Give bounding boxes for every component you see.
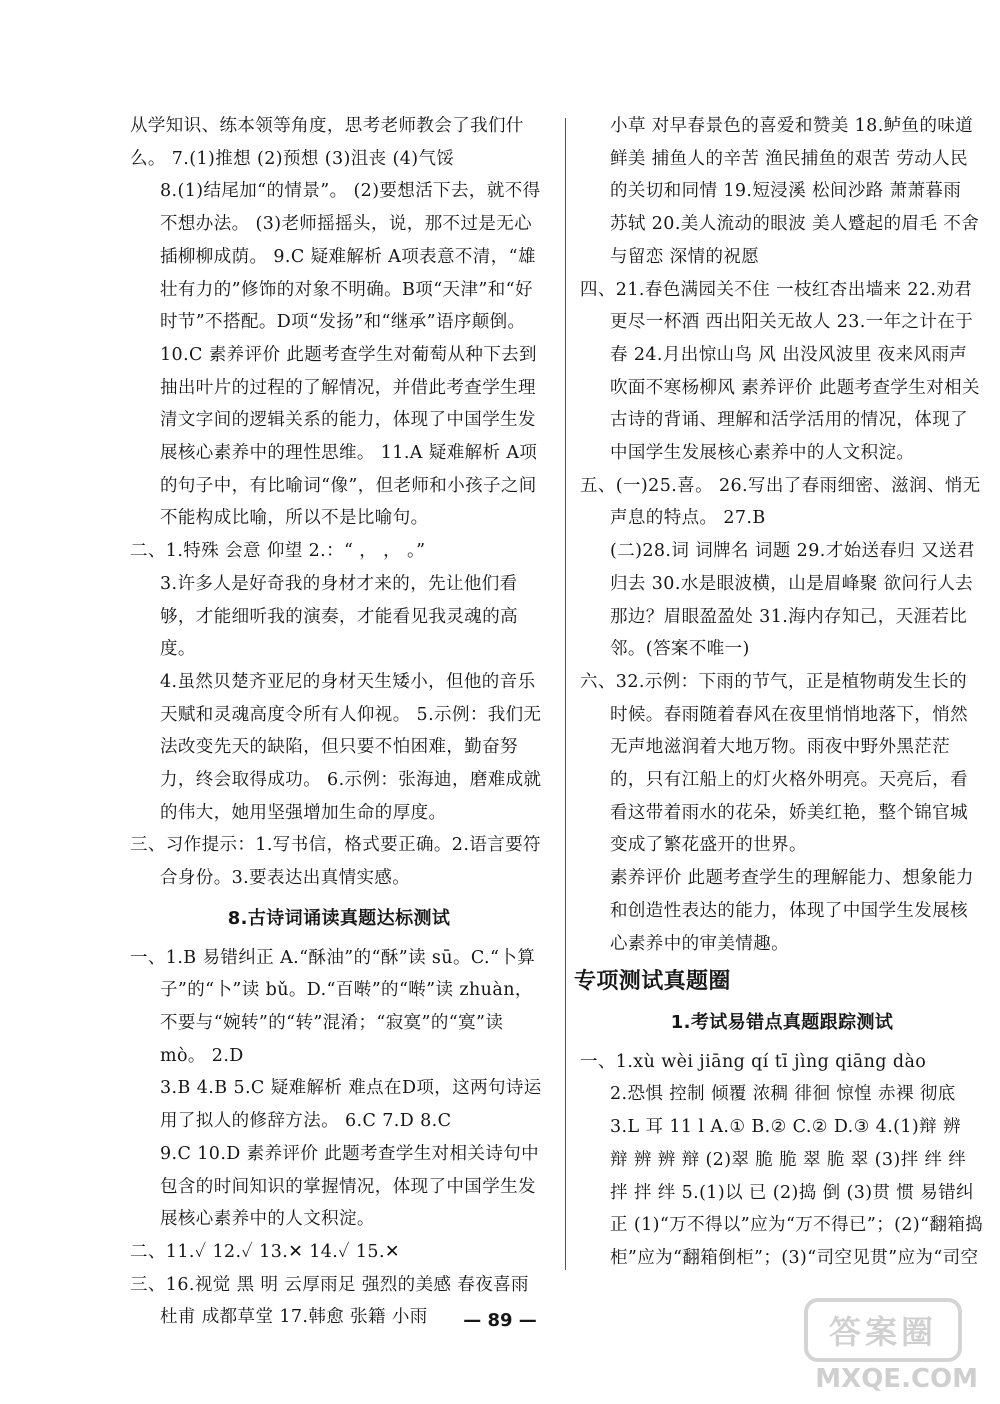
answer-paragraph: 五、(一)25.喜。 26.写出了春雨细密、滋润、悄无声息的特点。 27.B xyxy=(580,475,981,529)
watermark-logo xyxy=(792,1298,982,1394)
answer-paragraph: 二、1.特殊 会意 仰望 2.：“ ， ， 。” xyxy=(130,541,426,562)
watermark-logo-text: 答案圈 xyxy=(804,1298,962,1362)
answer-paragraph: 9.C 10.D 素养评价 此题考查学生对相关诗句中包含的时间知识的掌握情况，体现了中国学生发展核心素养中的人文积淀。 xyxy=(160,1143,540,1230)
answer-paragraph: 4.虽然贝楚齐亚尼的身材天生矮小，但他的音乐天赋和灵魂高度令所有人仰视。 5.示例：我们无法改变先天的缺陷，但只要不怕困难，勤奋努力，终会取得成功。 6.示例：张海迪，磨难成就的伟大，她用坚强增加生命的厚度。 xyxy=(160,671,542,823)
answer-paragraph: 一、1.B 易错纠正 A.“酥油”的“酥”读 sū。C.“卜算子”的“卜”读 bǔ。D.“百啭”的“啭”读 zhuàn，不要与“婉转”的“转”混淆；“寂寞”的“寞”读 mò。 2.D xyxy=(130,947,536,1066)
answer-paragraph: 素养评价 此题考查学生的理解能力、想象能力和创造性表达的能力，体现了中国学生发展核心素养中的审美情趣。 xyxy=(610,868,974,954)
answer-paragraph: 3.许多人是好奇我的身材才来的，先让他们看够，才能细听我的演奏，才能看见我灵魂的高度。 xyxy=(160,573,518,660)
answer-paragraph: 10.C 素养评价 此题考查学生对葡萄从种下去到抽出叶片的过程的了解情况，并借此考查学生理清文字间的逻辑关系的能力，体现了中国学生发展核心素养中的理性思维。 11.A 疑难解析 A项的句子中，有比喻词“像”，但老师和小孩子之间不能构成比喻，所以不是比喻句。 xyxy=(160,344,538,529)
answer-paragraph: 四、21.春色满园关不住 一枝红杏出墙来 22.劝君更尽一杯酒 西出阳关无故人 23.一年之计在于春 24.月出惊山鸟 风 出没风波里 夜来风雨声 吹面不寒杨柳风 素养评价 此题考查学生对相关古诗的背诵、理解和活学活用的情况，体现了中国学生发展核心素养中的人文积淀。 xyxy=(580,279,980,464)
answer-paragraph: 2.恐惧 控制 倾覆 浓稠 徘徊 惊惶 赤裸 彻底 3.L 耳 11 l A.① B.② C.② D.③ 4.(1)辩 辨 辩 辨 辨 辩 (2)翠 脆 脆 翠 脆 翠 (3)拌 绊 绊 拌 拌 绊 5.(1)以 已 (2)捣 倒 (3)贯 惯 易错纠正 (1)“万不得以”应为“万不得已”；(2)“翻箱捣柜”应为“翻箱倒柜”；(3)“司空见贯”应为“司空 xyxy=(610,1084,984,1268)
column-divider xyxy=(565,118,566,1270)
answer-paragraph: 一、1.xù wèi jiāng qí tī jìng qiāng dào xyxy=(580,1051,927,1072)
left-column xyxy=(130,110,548,1334)
answer-paragraph: 从学知识、练本领等角度，思考老师教会了我们什么。 7.(1)推想 (2)预想 (3)沮丧 (4)气馁 xyxy=(130,116,524,169)
page-number: — 89 — xyxy=(463,1310,537,1331)
right-column xyxy=(574,110,984,1275)
answer-paragraph: 8.(1)结尾加“的情景”。 (2)要想活下去，就不得不想办法。 (3)老师摇摇头，说，那不过是无心插柳柳成荫。 9.C 疑难解析 A项表意不清，“雄壮有力的”修饰的对象不明确。B项“天津”和“好时节”不搭配。D项“发扬”和“继承”语序颠倒。 xyxy=(160,181,541,333)
answer-paragraph: (二)28.词 词牌名 词题 29.才始送春归 又送君归去 30.水是眼波横，山是眉峰聚 欲问行人去那边？眉眼盈盈处 31.海内存知己，天涯若比邻。(答案不唯一) xyxy=(610,541,975,660)
answer-paragraph: 小草 对早春景色的喜爱和赞美 18.鲈鱼的味道鲜美 捕鱼人的辛苦 渔民捕鱼的艰苦 劳动人民的关切和同情 19.短浸溪 松间沙路 萧萧暮雨 苏轼 20.美人流动的眼波 美人蹙起的眉毛 不舍与留恋 深情的祝愿 xyxy=(610,116,980,267)
special-section-title: 专项测试真题圈 xyxy=(574,969,731,995)
watermark-url: MXQE.COM xyxy=(815,1364,978,1394)
answer-paragraph: 三、习作提示：1.写书信，格式要正确。2.语言要符合身份。3.要表达出真情实感。 xyxy=(130,835,541,889)
answer-paragraph: 六、32.示例：下雨的节气，正是植物萌发生长的时候。春雨随着春风在夜里悄悄地落下，悄然无声地滋润着大地万物。雨夜中野外黑茫茫的，只有江船上的灯火格外明亮。天亮后，看看这带着雨水的花朵，娇美红艳，整个锦官城变成了繁花盛开的世界。 xyxy=(580,671,968,856)
answer-paragraph: 3.B 4.B 5.C 疑难解析 难点在D项，这两句诗运用了拟人的修辞方法。 6.C 7.D 8.C xyxy=(160,1078,542,1132)
answer-paragraph: 二、11.✓ 12.✓ 13.✕ 14.✓ 15.✕ xyxy=(130,1241,400,1262)
section-heading: 8.古诗词诵读真题达标测试 xyxy=(227,907,451,929)
answer-paragraph: 三、16.视觉 黑 明 云厚雨足 强烈的美感 春夜喜雨 杜甫 成都草堂 17.韩愈 张籍 小雨 xyxy=(130,1274,529,1328)
section-heading: 1.考试易错点真题跟踪测试 xyxy=(670,1011,894,1033)
